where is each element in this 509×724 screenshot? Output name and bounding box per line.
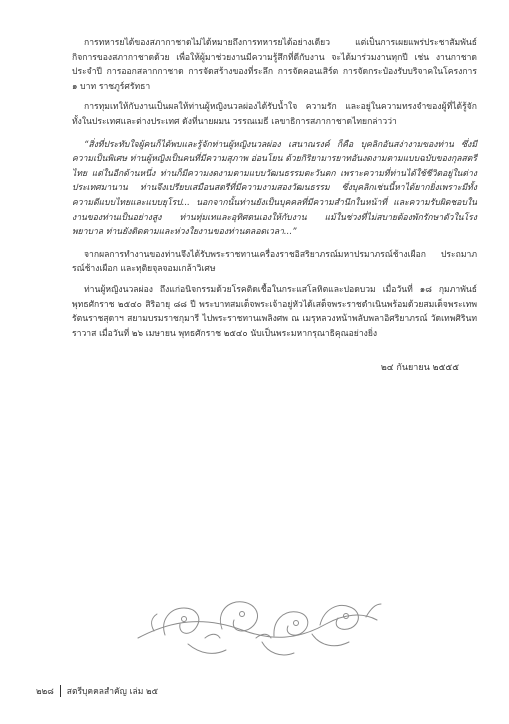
main-content bbox=[72, 36, 477, 376]
paragraph-2: การทุมเทให้กับงานเป็นผลให้ท่านผู้หญิงนวลผ่องได้รับน้ำใจ ความรัก และอยู่ในความทรงจำของผู้ที่ได้รู้จัก ทั้งในประเทศและต่างประเทศ ดังที่นายผมน วรรณเมธี เลขาธิการสภากาชาดไทยกล่าวว่า bbox=[72, 102, 477, 127]
paragraph-4: ท่านผู้หญิงนวลผ่อง ถึงแก่อนิจกรรมด้วยโรคติดเชื้อในกระแสโลหิตและปอดบวม เมื่อวันที่ ๑๘ กุมภาพันธ์ พุทธศักราช ๒๕๔๐ สิริอายุ ๘๘ ปี พระบาทสมเด็จพระเจ้าอยู่หัวได้เสด็จพระราชดำเนินพร้อมด้วยสมเด็จพระเทพรัตนราชสุดาฯ สยามบรมราชกุมารี ไปพระราชทานเพลิงศพ ณ เมรุหลวงหน้าพลับพลาอิศริยาภรณ์ วัดเทพศิรินทราวาส เมื่อวันที่ ๒๖ เมษายน พุทธศักราช ๒๕๔๐ นับเป็นพระมหากรุณาธิคุณอย่างยิ่ง bbox=[72, 284, 477, 339]
quotation-block: “สิ่งที่ประทับใจผู้คนก็ได้พบและรู้จักท่านผู้หญิงนวลผ่อง เสนาณรงค์ ก็คือ บุคลิกอันสง่างามของท่าน ซึ่งมีความเป็นพิเศษ ท่านผู้หญิงเป็นคนที่มีความสุภาพ อ่อนโยน ด้วยกิริยามารยาทอันงดงามตามแบบฉบับของกุลสตรีไทย แต่ในอีกด้านหนึ่ง ท่านก็มีความงดงามตามแบบวัฒนธรรมตะวันตก เพราะความที่ท่านได้ใช้ชีวิตอยู่ในต่างประเทศมานาน ท่านจึงเปรียบเสมือนสตรีที่มีความงามสองวัฒนธรรม ซึ่งบุคลิกเช่นนี้หาได้ยากยิ่งเพราะมีทั้งความดีแบบไทยและแบบยุโรป... นอกจากนั้นท่านยังเป็นบุคคลที่มีความสำนึกในหน้าที่ และความรับผิดชอบในงานของท่านเป็นอย่างสูง ท่านทุ่มเทและอุทิศตนเองให้กับงาน แม้ในช่วงที่ไม่สบายต้องพักรักษาตัวในโรงพยาบาล ท่านยังติดตามและห่วงใยงานของท่านตลอดเวลา...” bbox=[72, 139, 477, 238]
page-footer bbox=[36, 684, 158, 698]
paragraph-1: การทหารยได้ของสภากาชาดไม่ได้หมายถึงการทหารยได้อย่างเดียว แต่เป็นการเผยแพร่ประชาสัมพันธ์กิจการของสภากาชาดด้วย เพื่อให้ผู้มาช่วยงานมีความรู้สึกที่ดีกับงาน จะได้มาร่วมงานทุกปี เช่น งานกาชาดประจำปี การออกสลากกาชาด การจัดสร้างของที่ระลึก การจัดคอนเสิร์ต การจัดกระป๋องรับบริจาคในโครงการ ๑ บาท ราชภูร์ศรัทธา bbox=[72, 38, 477, 92]
publication-title: สตรีบุคคลสำคัญ เล่ม ๒๕ bbox=[66, 687, 159, 697]
page-number: ๒๒๘ bbox=[36, 687, 54, 697]
floral-ornament-icon bbox=[130, 586, 385, 664]
date-line: ๒๔ กันยายน ๒๕๕๕ bbox=[380, 363, 459, 374]
paragraph-3: จากผลการทำงานของท่านจึงได้รับพระราชทานเครื่องราชอิสริยาภรณ์มหาปรมาภรณ์ช้างเผือก ประถมาภรณ์ช้างเผือก และทุติยจุลจอมเกล้าวิเศษ bbox=[72, 249, 477, 275]
footer-divider bbox=[60, 685, 61, 697]
